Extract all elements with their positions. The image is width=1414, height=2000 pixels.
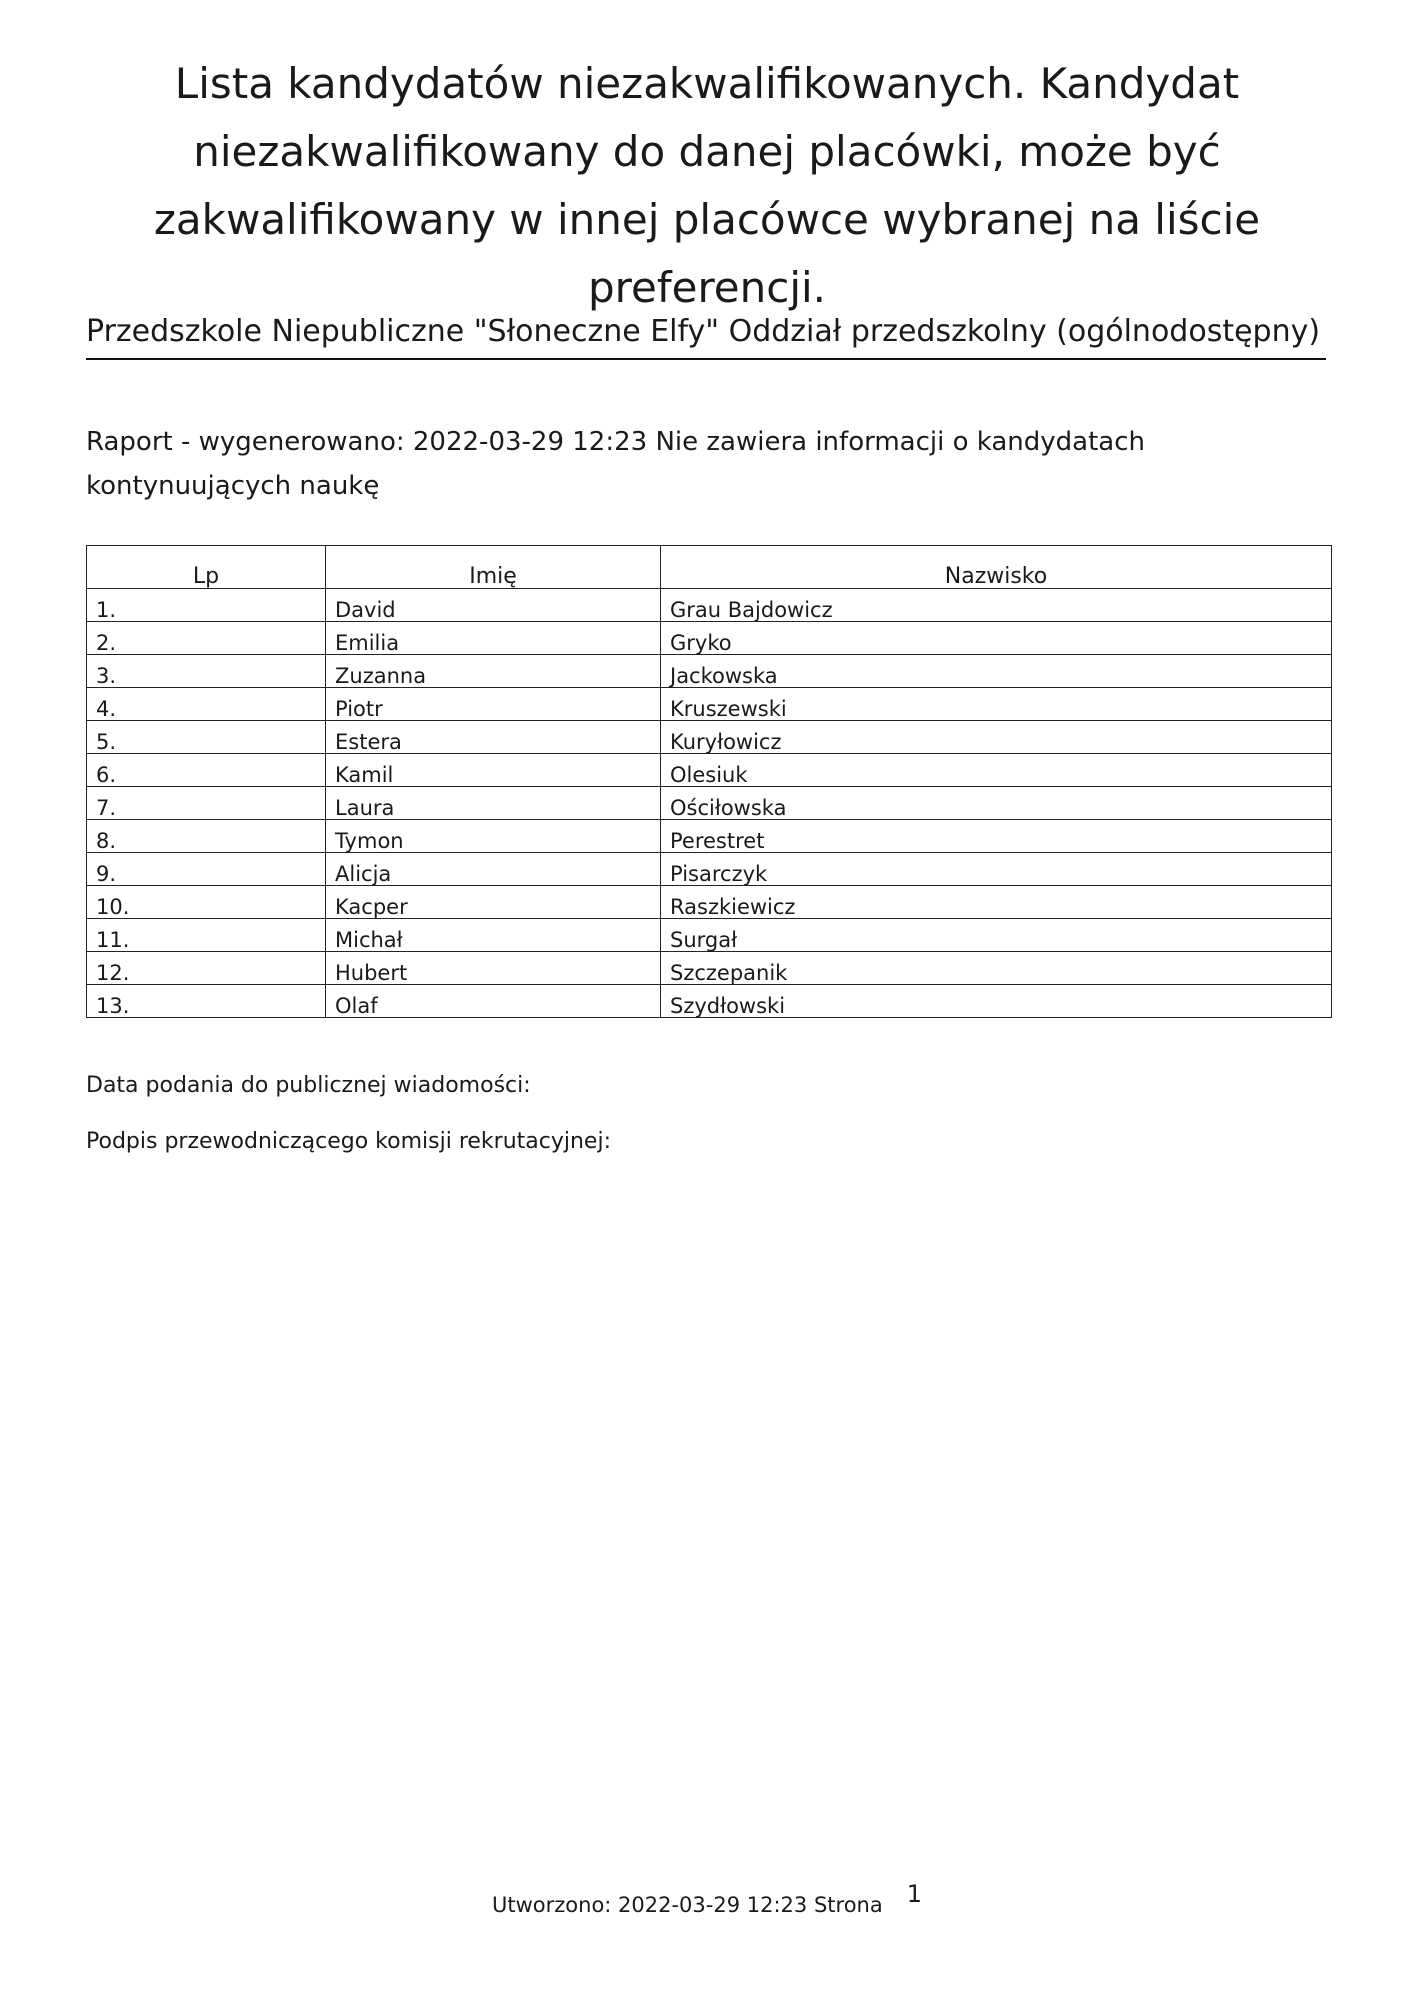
last-name: Ościłowska — [661, 787, 1332, 820]
table-row — [87, 820, 1332, 853]
table-header-row — [87, 546, 1332, 589]
first-name: Michał — [326, 919, 661, 952]
row-number: 8. — [87, 820, 326, 853]
last-name: Olesiuk — [661, 754, 1332, 787]
last-name: Surgał — [661, 919, 1332, 952]
last-name: Jackowska — [661, 655, 1332, 688]
last-name: Kuryłowicz — [661, 721, 1332, 754]
first-name: Emilia — [326, 622, 661, 655]
last-name: Szydłowski — [661, 985, 1332, 1018]
page-number: 1 — [906, 1880, 922, 1908]
table-row — [87, 721, 1332, 754]
table-row — [87, 985, 1332, 1018]
created-timestamp: Utworzono: 2022-03-29 12:23 Strona — [492, 1893, 883, 1917]
first-name: David — [326, 589, 661, 622]
first-name: Kacper — [326, 886, 661, 919]
header-lp: Lp — [87, 546, 326, 589]
last-name: Szczepanik — [661, 952, 1332, 985]
candidates-table — [86, 545, 1332, 1018]
first-name: Piotr — [326, 688, 661, 721]
row-number: 4. — [87, 688, 326, 721]
first-name: Kamil — [326, 754, 661, 787]
row-number: 10. — [87, 886, 326, 919]
row-number: 7. — [87, 787, 326, 820]
first-name: Hubert — [326, 952, 661, 985]
header-last-name: Nazwisko — [661, 546, 1332, 589]
table-row — [87, 655, 1332, 688]
row-number: 2. — [87, 622, 326, 655]
first-name: Alicja — [326, 853, 661, 886]
first-name: Laura — [326, 787, 661, 820]
row-number: 6. — [87, 754, 326, 787]
first-name: Olaf — [326, 985, 661, 1018]
last-name: Gryko — [661, 622, 1332, 655]
last-name: Grau Bajdowicz — [661, 589, 1332, 622]
chairman-signature-label: Podpis przewodniczącego komisji rekrutacyjnej: — [86, 1129, 611, 1154]
table-row — [87, 688, 1332, 721]
first-name: Zuzanna — [326, 655, 661, 688]
table-row — [87, 952, 1332, 985]
table-row — [87, 853, 1332, 886]
last-name: Perestret — [661, 820, 1332, 853]
page-title: Lista kandydatów niezakwalifikowanych. Kandydat niezakwalifikowany do danej placówki, może być zakwalifikowany w innej placówce wybranej na liście preferencji. — [153, 59, 1261, 312]
table-row — [87, 622, 1332, 655]
page-footer — [0, 1880, 1414, 1918]
header-first-name: Imię — [326, 546, 661, 589]
table-row — [87, 919, 1332, 952]
publication-date-label: Data podania do publicznej wiadomości: — [86, 1073, 531, 1098]
row-number: 5. — [87, 721, 326, 754]
first-name: Estera — [326, 721, 661, 754]
report-generated-note: Raport - wygenerowano: 2022-03-29 12:23 Nie zawiera informacji o kandydatach kontynuujących naukę — [86, 427, 1146, 501]
table-row — [87, 589, 1332, 622]
last-name: Pisarczyk — [661, 853, 1332, 886]
institution-subtitle: Przedszkole Niepubliczne "Słoneczne Elfy" Oddział przedszkolny (ogólnodostępny) — [86, 310, 1326, 360]
row-number: 1. — [87, 589, 326, 622]
table-row — [87, 754, 1332, 787]
row-number: 11. — [87, 919, 326, 952]
first-name: Tymon — [326, 820, 661, 853]
table-row — [87, 787, 1332, 820]
last-name: Kruszewski — [661, 688, 1332, 721]
row-number: 3. — [87, 655, 326, 688]
last-name: Raszkiewicz — [661, 886, 1332, 919]
row-number: 13. — [87, 985, 326, 1018]
table-row — [87, 886, 1332, 919]
row-number: 9. — [87, 853, 326, 886]
row-number: 12. — [87, 952, 326, 985]
